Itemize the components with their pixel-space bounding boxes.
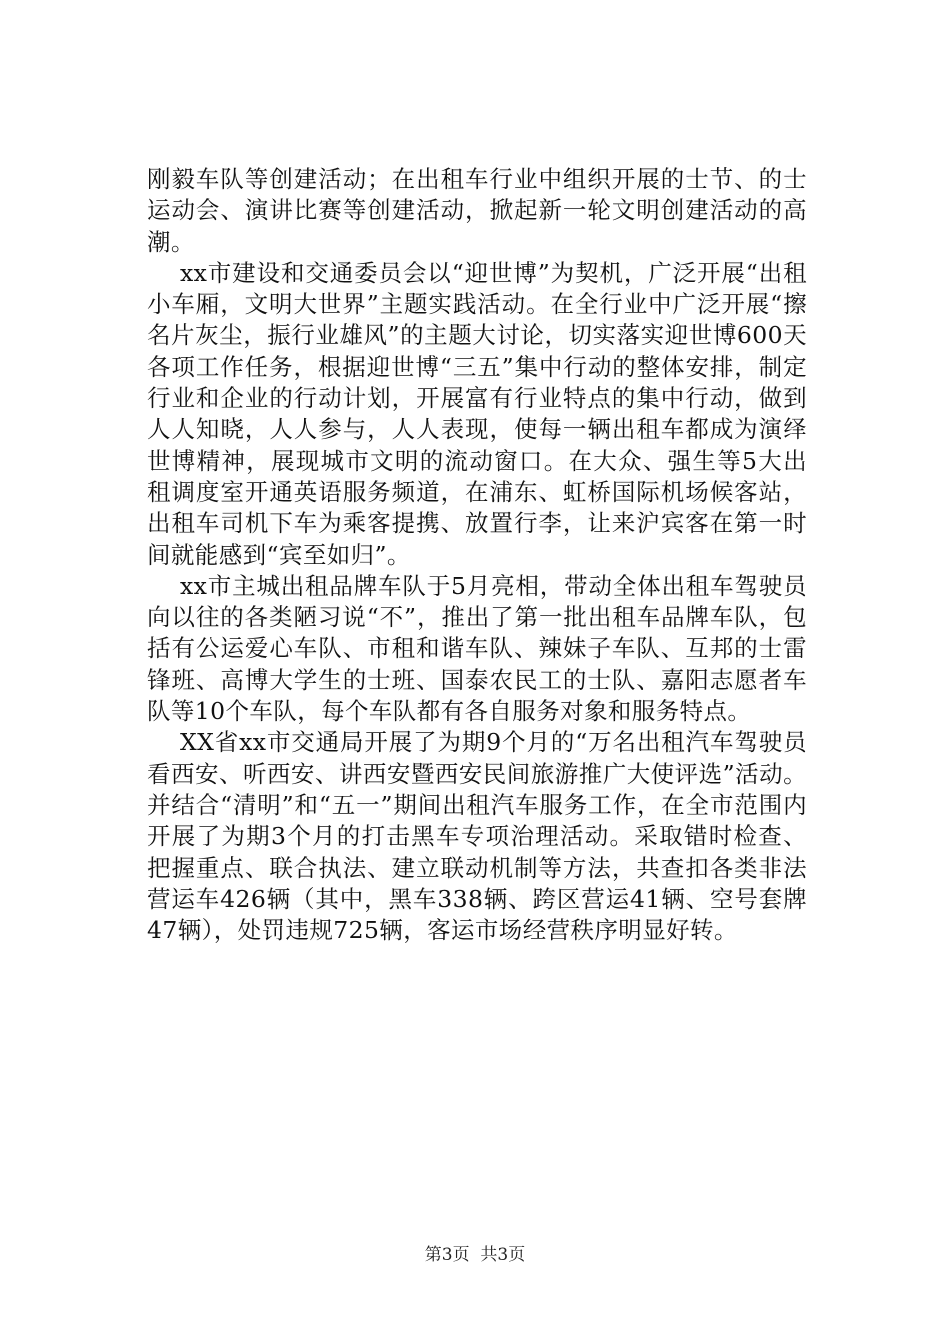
document-body (147, 164, 807, 946)
page-number-label: 第3页 共3页 (424, 1245, 526, 1265)
paragraph-1: 刚毅车队等创建活动；在出租车行业中组织开展的士节、的士运动会、演讲比赛等创建活动，掀起新一轮文明创建活动的高潮。 (147, 165, 807, 256)
paragraph-4: XX省xx市交通局开展了为期9个月的“万名出租汽车驾驶员看西安、听西安、讲西安暨西安民间旅游推广大使评选”活动。并结合“清明”和“五一”期间出租汽车服务工作，在全市范围内开展了为期3个月的打击黑车专项治理活动。采取错时检查、把握重点、联合执法、建立联动机制等方法，共查扣各类非法营运车426辆（其中，黑车338辆、跨区营运41辆、空号套牌47辆），处罚违规725辆，客运市场经营秩序明显好转。 (147, 728, 807, 945)
paragraph-3: xx市主城出租品牌车队于5月亮相，带动全体出租车驾驶员向以往的各类陋习说“不”，推出了第一批出租车品牌车队，包括有公运爱心车队、市租和谐车队、辣妹子车队、互邦的士雷锋班、高博大学生的士班、国泰农民工的士队、嘉阳志愿者车队等10个车队，每个车队都有各自服务对象和服务特点。 (147, 571, 807, 726)
paragraph-2: xx市建设和交通委员会以“迎世博”为契机，广泛开展“出租小车厢，文明大世界”主题实践活动。在全行业中广泛开展“擦名片灰尘，振行业雄风”的主题大讨论，切实落实迎世博600天各项工作任务，根据迎世博“三五”集中行动的整体安排，制定行业和企业的行动计划，开展富有行业特点的集中行动，做到人人知晓，人人参与，人人表现，使每一辆出租车都成为演绎世博精神，展现城市文明的流动窗口。在大众、强生等5大出租调度室开通英语服务频道，在浦东、虹桥国际机场候客站，出租车司机下车为乘客提携、放置行李，让来沪宾客在第一时间就能感到“宾至如归”。 (147, 258, 807, 569)
page-footer (0, 1244, 950, 1266)
